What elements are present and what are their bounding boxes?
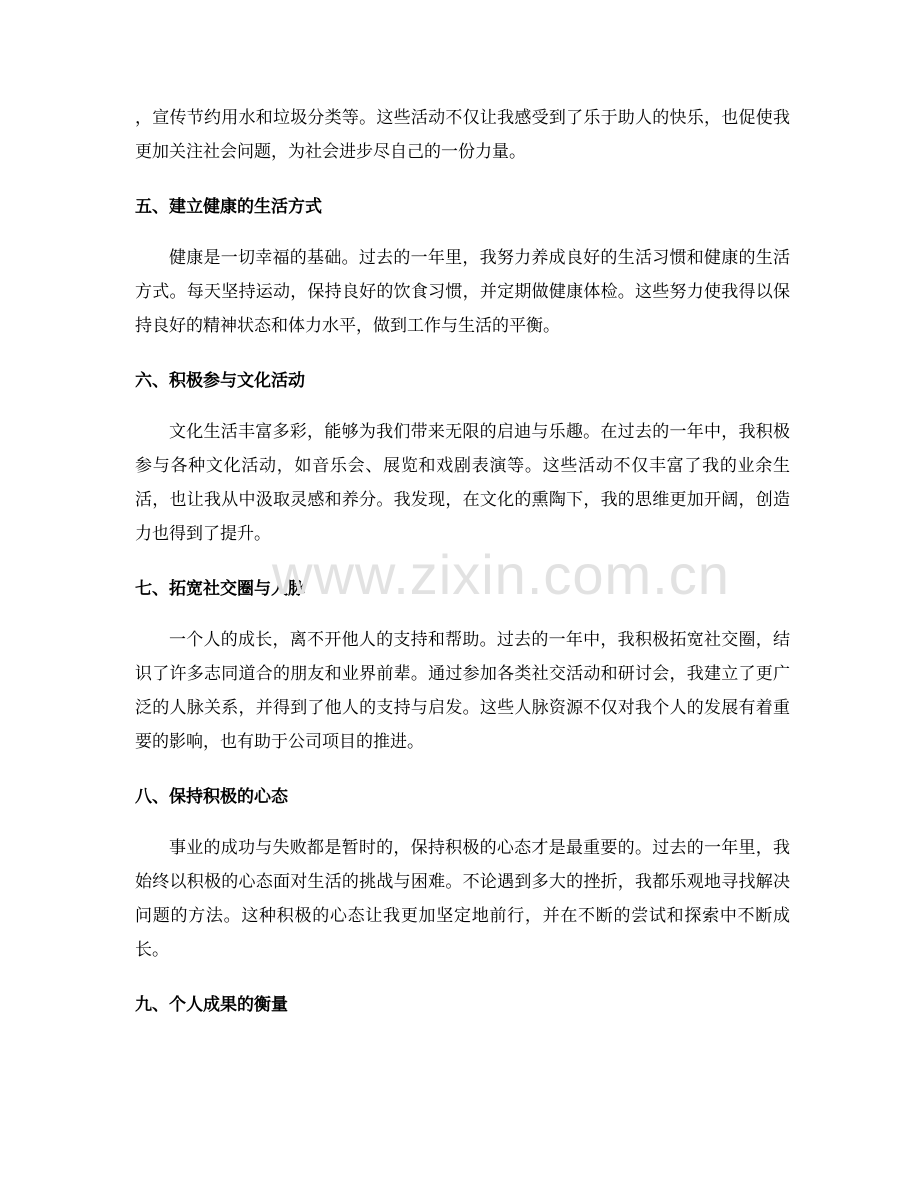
- section-heading-8: 八、保持积极的心态: [135, 787, 288, 807]
- section-heading-9: 九、个人成果的衡量: [135, 995, 288, 1015]
- section-paragraph-5: 健康是一切幸福的基础。过去的一年里，我努力养成良好的生活习惯和健康的生活方式。每天坚持运动，保持良好的饮食习惯，并定期做健康体检。这些努力使我得以保持良好的精神状态和体力水平，做到工作与生活的平衡。: [135, 248, 790, 336]
- section-paragraph-6: 文化生活丰富多彩，能够为我们带来无限的启迪与乐趣。在过去的一年中，我积极参与各种文化活动，如音乐会、展览和戏剧表演等。这些活动不仅丰富了我的业余生活，也让我从中汲取灵感和养分。我发现，在文化的熏陶下，我的思维更加开阔，创造力也得到了提升。: [135, 422, 790, 544]
- section-heading-6: 六、积极参与文化活动: [135, 371, 305, 391]
- section-paragraph-8: 事业的成功与失败都是暂时的，保持积极的心态才是最重要的。过去的一年里，我始终以积极的心态面对生活的挑战与困难。不论遇到多大的挫折，我都乐观地寻找解决问题的方法。这种积极的心态让我更加坚定地前行，并在不断的尝试和探索中不断成长。: [135, 838, 790, 960]
- watermark-text: www.zixin.com.cn: [272, 543, 730, 606]
- section-heading-5: 五、建立健康的生活方式: [135, 197, 322, 217]
- section-paragraph-7: 一个人的成长，离不开他人的支持和帮助。过去的一年中，我积极拓宽社交圈，结识了许多志同道合的朋友和业界前辈。通过参加各类社交活动和研讨会，我建立了更广泛的人脉关系，并得到了他人的支持与启发。这些人脉资源不仅对我个人的发展有着重要的影响，也有助于公司项目的推进。: [135, 630, 790, 752]
- continuation-paragraph: ，宣传节约用水和垃圾分类等。这些活动不仅让我感受到了乐于助人的快乐，也促使我更加关注社会问题，为社会进步尽自己的一份力量。: [135, 108, 790, 162]
- section-heading-7: 七、拓宽社交圈与人脉: [135, 579, 305, 599]
